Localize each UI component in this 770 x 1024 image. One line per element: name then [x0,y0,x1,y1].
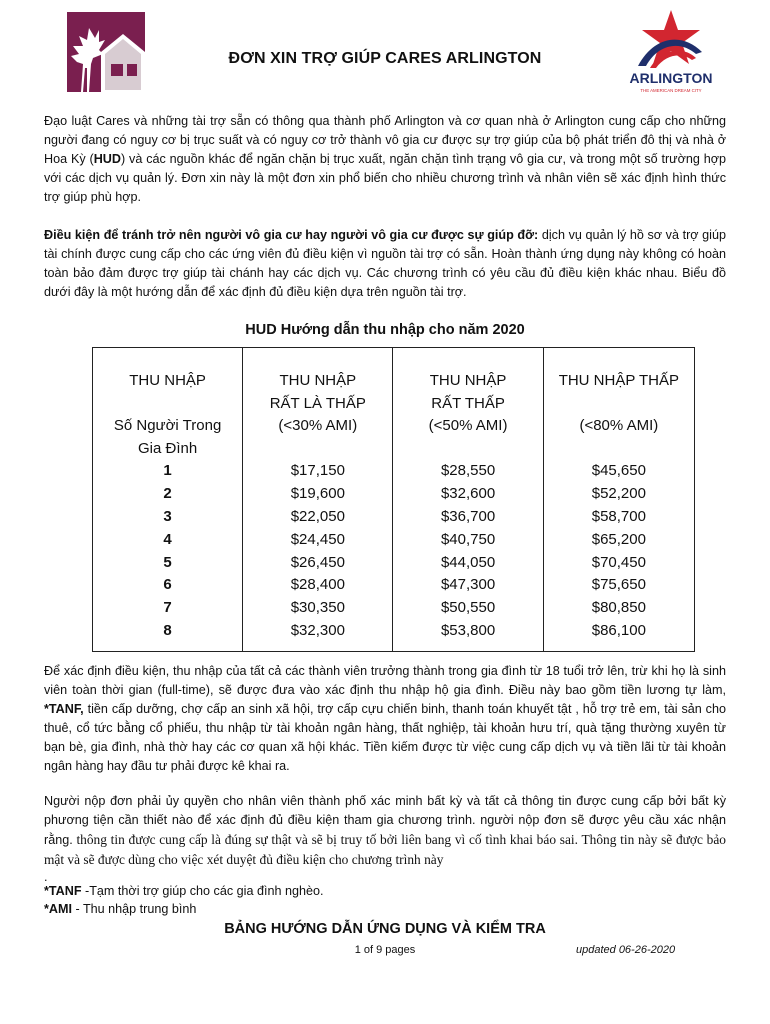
low-income-cell: $70,450 [591,553,646,571]
very-low-income-cell: $40,750 [440,530,496,548]
household-size-list [97,460,238,642]
tanf-term: *TANF [44,884,82,898]
very-low-income-cell: $28,550 [440,462,496,480]
very-very-low-income-cell: $19,600 [290,485,345,503]
income-column-header: THU NHẬP [129,372,206,389]
note-dot: . [44,870,48,884]
low-income-cell: $65,200 [591,530,646,548]
intro-paragraph [44,112,726,207]
very-low-income-cell: $36,700 [440,507,496,525]
very-low-income-cell: $50,550 [440,599,496,617]
very-very-low-income-cell: $24,450 [290,530,345,548]
household-size-cell: 5 [163,553,172,571]
household-size-cell: 1 [163,462,172,480]
income-text-2: tiền cấp dưỡng, chợ cấp an sinh xã hội, trợ cấp cựu chiến binh, thanh toán khuyết tật , hỗ trợ trẻ em, tài sản cho thuê, cổ tức bằng cổ phiếu, thu nhập từ tài khoản ngân hàng, thất nghiệp, tài khoản hưu trí, quà tặng thường xuyên từ bạn bè, gia đình, nhà thờ hay các cơ quan xã hội khác. Tiền kiếm được từ việc cung cấp dịch vụ và tiền lãi từ tài khoản ngân hàng hay đầu tư phải được kê khai ra. [44,702,726,773]
household-size-cell: 2 [163,485,172,503]
low-income-cell: $80,850 [591,599,646,617]
eligibility-paragraph [44,226,726,302]
income-guideline-table [92,347,695,652]
section-title: BẢNG HƯỚNG DẪN ỨNG DỤNG VÀ KIỂM TRA [224,921,546,937]
very-very-low-income-cell: $32,300 [290,621,345,639]
low-income-cell: $86,100 [591,621,646,639]
household-size-label-2: Gia Đình [137,439,198,457]
household-size-label-1: Số Người Trong [113,417,222,435]
auth-text-2: thông tin được cung cấp là đúng sự thật và sẽ bị truy tố bởi liên bang vì cố tình khai báo sai. Thông tin này sẽ được bảo mật và sẽ được dùng cho việc xét duyệt đủ điều kiện cho chương trình này [44,832,726,867]
household-size-cell: 4 [163,530,172,548]
auth-text-1: Người nộp đơn phải ủy quyền cho nhân viên thành phố xác minh bất kỳ và tất cả thông tin được cung cấp bởi bất kỳ phương tiện cần thiết nào để xác định đủ điều kiện tham gia chương trình. người nộp đơn sẽ được yêu cầu xác nhận rằng. [44,794,726,847]
very-low-income-cell: $32,600 [440,485,496,503]
tanf-definition: -Tạm thời trợ giúp cho các gia đình nghèo. [81,884,324,898]
vvl-header-2: RẤT LÀ THẤP [269,394,366,412]
income-table-title: HUD Hướng dẫn thu nhập cho năm 2020 [245,322,525,338]
very-very-low-income-cell: $26,450 [290,553,345,571]
low-header-1: THU NHẬP THẤP [558,372,679,389]
updated-date: updated 06-26-2020 [576,944,676,956]
very-low-income-cell: $44,050 [440,553,496,571]
income-paragraph [44,662,726,776]
household-size-cell: 8 [163,621,172,639]
vl-header-3: (<50% AMI) [428,417,508,435]
household-column [93,348,243,652]
low-income-cell: $58,700 [591,507,646,525]
page-title: ĐƠN XIN TRỢ GIÚP CARES ARLINGTON [228,50,542,67]
very-low-column [393,348,543,652]
household-size-cell: 7 [163,599,172,617]
very-very-low-income-cell: $17,150 [290,462,345,480]
intro-text-1: Đạo luật Cares và những tài trợ sẵn có thông qua thành phố Arlington và cơ quan nhà ở Arlington cung cấp cho những người đang có nguy cơ bị trục suất và có nguy cơ trở thành vô gia cư được sự trợ giúp của bộ phát triển đô thị và nhà ở Hoa Kỳ ( [44,114,726,166]
intro-hud: HUD [93,152,121,166]
very-very-low-values [247,460,388,642]
very-low-income-cell: $53,800 [440,621,496,639]
authorization-paragraph [44,792,726,870]
note-ami [44,900,196,918]
household-size-cell: 6 [163,576,172,594]
very-very-low-income-cell: $28,400 [290,576,345,594]
vl-header-1: THU NHẬP [429,372,507,389]
vl-header-2: RẤT THẤP [431,394,505,412]
very-very-low-income-cell: $30,350 [290,599,345,617]
low-income-cell: $52,200 [591,485,646,503]
ami-term: *AMI [44,902,72,916]
income-tanf: *TANF, [44,702,84,716]
vvl-header-1: THU NHẬP [279,372,357,389]
arlington-logo-tagline: THE AMERICAN DREAM CITY [640,88,702,93]
low-income-cell: $45,650 [591,462,646,480]
ami-definition: - Thu nhập trung bình [72,902,197,916]
very-low-income-cell: $47,300 [440,576,496,594]
very-very-low-income-cell: $22,050 [290,507,345,525]
intro-text-2: ) và các nguồn khác để ngăn chặn bị trục xuất, ngăn chặn tình trạng vô gia cư, và trong một số trường hợp với các dịch vụ quản lý. Đơn xin này là một đơn xin phổ biến cho nhiều chương trình và nhân viên sẽ xác định hình thức trợ giúp phù hợp. [44,152,726,204]
very-low-values [397,460,538,642]
eligibility-heading: Điều kiện để tránh trở nên người vô gia cư hay người vô gia cư được sự giúp đỡ: [44,228,539,242]
arlington-logo-text: ARLINGTON [629,70,713,86]
low-header-2: (<80% AMI) [579,417,659,435]
page-number: 1 of 9 pages [354,944,416,956]
very-very-low-column [243,348,393,652]
low-column [543,348,694,652]
income-text-1: Để xác định điều kiện, thu nhập của tất cả các thành viên trưởng thành trong gia đình từ 18 tuổi trở lên, trừ khi họ là sinh viên toàn thời gian (full-time), sẽ được đưa vào xác định thu nhập hộ gia đình. Điều này bao gồm tiền lương tự làm, [44,664,726,697]
low-values [548,460,690,642]
low-income-cell: $75,650 [591,576,646,594]
vvl-header-3: (<30% AMI) [278,417,358,435]
note-tanf [44,882,323,900]
eligibility-text: dịch vụ quản lý hồ sơ và trợ giúp tài chính được cung cấp cho các ứng viên đủ điều kiện vì nguồn tài trợ có sẵn. Hoàn thành ứng dụng này không có hoàn toàn bảo đảm được trợ giúp tài chánh hay các dịch vụ. Các chương trình có yêu cầu đủ điều kiện khác nhau. Biểu đồ dưới đây là một hướng dẫn để xác định đủ điều kiện dựa trên nguồn tài trợ. [44,228,726,299]
household-size-cell: 3 [163,507,172,525]
